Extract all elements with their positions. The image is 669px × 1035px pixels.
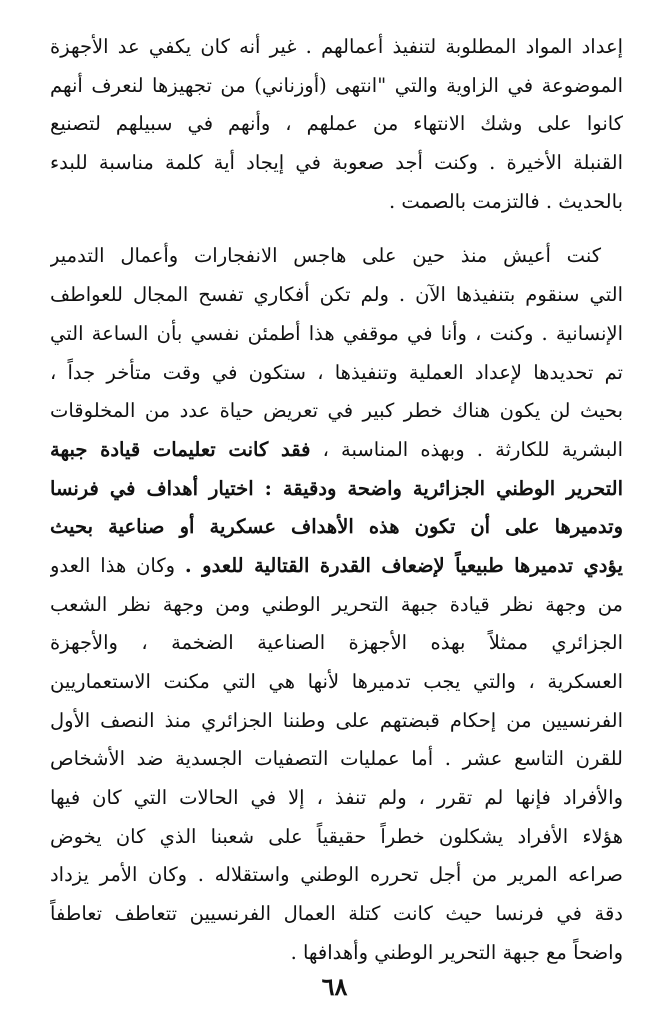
text-line: للقرن التاسع عشر . أما عمليات التصفيات الجسدية ضد الأشخاص	[50, 747, 623, 771]
bold-text-segment: فقد كانت تعليمات قيادة جبهة	[50, 437, 311, 461]
text-line-mixed	[50, 431, 623, 470]
paragraph-gap	[50, 221, 623, 237]
text-line: من وجهة نظر قيادة جبهة التحرير الوطني ومن وجهة نظر الشعب	[50, 592, 623, 616]
paragraph	[50, 28, 623, 221]
text-line: القنبلة الأخيرة . وكنت أجد صعوبة في إيجاد أية كلمة مناسبة للبدء	[50, 151, 623, 175]
text-line: كنت أعيش منذ حين على هاجس الانفجارات وأعمال التدمير	[50, 244, 601, 268]
text-line: التي سنقوم بتنفيذها الآن . ولم تكن أفكاري تفسح المجال للعواطف	[50, 283, 623, 307]
page-number: ٦٨	[321, 972, 348, 1001]
text-line: الفرنسيين من إحكام قبضتهم على وطننا الجزائري منذ النصف الأول	[50, 708, 623, 732]
text-line: الموضوعة في الزاوية والتي "انتهى (أوزناني) من تجهيزها لنعرف أنهم	[50, 73, 623, 97]
bold-text-line: وتدميرها على أن تكون هذه الأهداف عسكرية أو صناعية بحيث	[50, 515, 623, 539]
text-line: كانوا على وشك الانتهاء من عملهم ، وأنهم في سبيلهم لتصنيع	[50, 112, 623, 136]
text-line: والأفراد فإنها لم تقرر ، ولم تنفذ ، إلا في الحالات التي كان فيها	[50, 786, 623, 810]
paragraph	[50, 237, 623, 972]
bold-text-line: التحرير الوطني الجزائرية واضحة ودقيقة : اختيار أهداف في فرنسا	[50, 476, 623, 500]
bold-text-segment: يؤدي تدميرها طبيعياً لإضعاف القدرة القتالية للعدو .	[184, 553, 623, 577]
text-line: واضحاً مع جبهة التحرير الوطني وأهدافها .	[290, 940, 623, 964]
text-line: العسكرية ، والتي يجب تدميرها لأنها هي التي مكنت الاستعماريين	[50, 670, 623, 693]
text-line: الجزائري ممثلاً بهذه الأجهزة الصناعية الضخمة ، والأجهزة	[50, 631, 623, 655]
text-line: دقة في فرنسا حيث كانت كتلة العمال الفرنسيين تتعاطف تعاطفاً	[50, 902, 623, 926]
text-line: هؤلاء الأفراد يشكلون خطراً حقيقياً على شعبنا الذي كان يخوض	[50, 824, 623, 848]
text-line: صراعه المرير من أجل تحرره الوطني واستقلاله . وكان الأمر يزداد	[50, 863, 623, 887]
text-segment: البشرية للكارثة . وبهذه المناسبة ،	[310, 437, 623, 461]
text-line: بالحديث . فالتزمت بالصمت .	[389, 189, 623, 213]
text-line: تم تحديدها لإعداد العملية وتنفيذها ، ستكون في وقت متأخر جداً ،	[50, 360, 623, 384]
text-line: الإنسانية . وكنت ، وأنا في موقفي هذا أطمئن نفسي بأن الساعة التي	[50, 321, 623, 345]
text-segment: وكان هذا العدو	[50, 553, 185, 577]
text-line-mixed	[50, 547, 623, 586]
page-body	[50, 28, 623, 973]
text-line: إعداد المواد المطلوبة لتنفيذ أعمالهم . غير أنه كان يكفي عد الأجهزة	[50, 35, 623, 58]
text-line: بحيث لن يكون هناك خطر كبير في تعريض حياة عدد من المخلوقات	[50, 399, 623, 423]
